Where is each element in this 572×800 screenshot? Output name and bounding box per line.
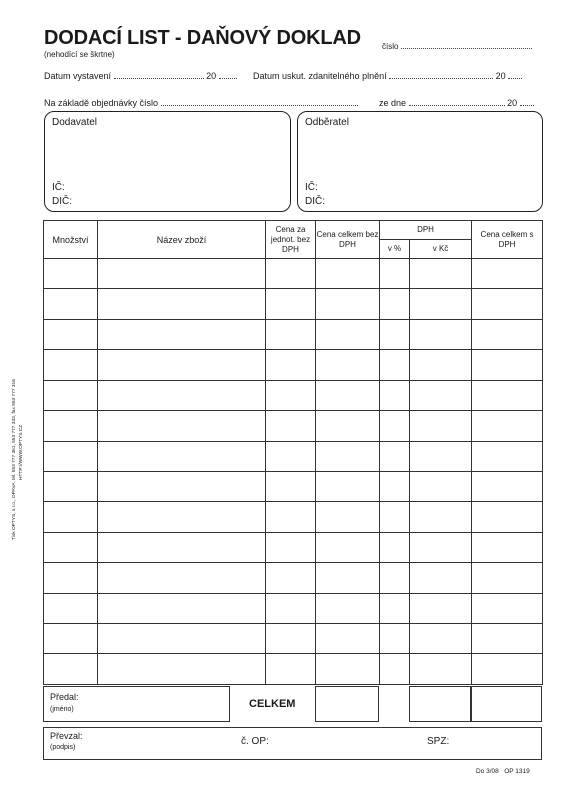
table-cell[interactable] — [316, 471, 380, 501]
table-row — [44, 319, 543, 349]
col-header-mnozstvi: Množství — [44, 221, 98, 259]
table-cell[interactable] — [266, 624, 316, 654]
table-row — [44, 624, 543, 654]
dotted-line — [114, 69, 204, 79]
table-cell[interactable] — [316, 624, 380, 654]
table-cell[interactable] — [316, 654, 380, 685]
table-cell[interactable] — [472, 259, 543, 289]
table-row — [44, 532, 543, 562]
table-cell[interactable] — [410, 654, 472, 685]
table-cell[interactable] — [266, 380, 316, 410]
table-cell[interactable] — [98, 289, 266, 319]
celkem-bez-dph-total[interactable] — [315, 686, 379, 722]
table-row — [44, 502, 543, 532]
table-cell[interactable] — [98, 441, 266, 471]
table-cell[interactable] — [472, 563, 543, 593]
table-cell[interactable] — [316, 380, 380, 410]
table-cell[interactable] — [472, 593, 543, 623]
table-row — [44, 411, 543, 441]
table-cell[interactable] — [472, 289, 543, 319]
spz-label: SPZ: — [427, 736, 450, 747]
printer-imprint — [11, 379, 25, 540]
table-cell[interactable] — [380, 319, 410, 349]
objednavka-label: Na základě objednávky číslo — [44, 98, 159, 108]
table-cell[interactable] — [44, 380, 98, 410]
col-header-nazev: Název zboží — [98, 221, 266, 259]
table-cell[interactable] — [472, 532, 543, 562]
table-cell[interactable] — [410, 411, 472, 441]
printer-imprint-line1: Tisk OPTYS, s.r.o., OPAVA, tel. 553 777 361, 553 777 333, fax 553 777 316 — [12, 379, 17, 540]
table-cell[interactable] — [472, 654, 543, 685]
table-row — [44, 441, 543, 471]
table-cell[interactable] — [472, 350, 543, 380]
table-cell[interactable] — [44, 471, 98, 501]
table-cell[interactable] — [380, 259, 410, 289]
table-cell[interactable] — [472, 411, 543, 441]
table-cell[interactable] — [472, 471, 543, 501]
col-header-dph-pct: v % — [380, 240, 410, 259]
dotted-line — [219, 69, 237, 79]
datum-uskut-field[interactable] — [253, 69, 522, 81]
odberatel-box[interactable] — [297, 111, 543, 212]
table-row — [44, 289, 543, 319]
odberatel-label: Odběratel — [305, 117, 349, 128]
table-row — [44, 471, 543, 501]
cislo-dotted-line — [401, 39, 532, 49]
table-cell[interactable] — [98, 411, 266, 441]
table-cell[interactable] — [380, 593, 410, 623]
table-cell[interactable] — [44, 532, 98, 562]
table-cell[interactable] — [472, 441, 543, 471]
table-cell[interactable] — [472, 502, 543, 532]
prevzal-sub-label: (podpis) — [50, 744, 76, 751]
table-cell[interactable] — [316, 532, 380, 562]
table-cell[interactable] — [380, 471, 410, 501]
datum-uskut-label: Datum uskut. zdanitelného plnění — [253, 71, 387, 81]
table-cell[interactable] — [316, 350, 380, 380]
datum-vystaveni-field[interactable] — [44, 69, 237, 81]
table-row — [44, 563, 543, 593]
table-cell[interactable] — [266, 502, 316, 532]
table-cell[interactable] — [410, 563, 472, 593]
table-cell[interactable] — [410, 502, 472, 532]
dotted-line — [520, 96, 534, 106]
table-row — [44, 654, 543, 685]
dodavatel-ic-label: IČ: — [52, 182, 65, 193]
table-cell[interactable] — [266, 289, 316, 319]
form-code-label: Do 3/08 — [476, 768, 499, 775]
cislo-field[interactable] — [382, 39, 532, 51]
table-cell[interactable] — [266, 441, 316, 471]
table-cell[interactable] — [44, 411, 98, 441]
ze-dne-label: ze dne — [379, 98, 407, 108]
table-cell[interactable] — [98, 259, 266, 289]
celkem-dph-total[interactable] — [409, 686, 471, 722]
table-cell[interactable] — [98, 380, 266, 410]
table-cell[interactable] — [380, 380, 410, 410]
table-cell[interactable] — [410, 289, 472, 319]
table-cell[interactable] — [98, 532, 266, 562]
table-cell[interactable] — [316, 411, 380, 441]
dotted-line — [409, 96, 505, 106]
document-title: DODACÍ LIST - DAŇOVÝ DOKLAD — [44, 27, 361, 49]
op-code-label: OP 1319 — [504, 768, 530, 775]
table-cell[interactable] — [98, 502, 266, 532]
table-cell[interactable] — [410, 593, 472, 623]
predal-box[interactable] — [43, 686, 230, 722]
year-prefix: 20 — [206, 71, 217, 81]
dodavatel-label: Dodavatel — [52, 117, 98, 128]
table-cell[interactable] — [380, 654, 410, 685]
table-cell[interactable] — [266, 654, 316, 685]
table-cell[interactable] — [316, 563, 380, 593]
predal-label: Předal: — [50, 692, 79, 702]
form-code — [476, 768, 530, 775]
table-cell[interactable] — [266, 350, 316, 380]
table-cell[interactable] — [44, 502, 98, 532]
dotted-line — [389, 69, 493, 79]
table-cell[interactable] — [44, 319, 98, 349]
table-cell[interactable] — [266, 319, 316, 349]
table-cell[interactable] — [98, 654, 266, 685]
table-cell[interactable] — [266, 532, 316, 562]
table-cell[interactable] — [44, 624, 98, 654]
table-cell[interactable] — [98, 593, 266, 623]
table-cell[interactable] — [316, 289, 380, 319]
subtitle-note: (nehodící se škrtne) — [44, 50, 115, 59]
table-cell[interactable] — [410, 624, 472, 654]
col-header-dph-kc: v Kč — [410, 240, 472, 259]
year-prefix: 20 — [495, 71, 506, 81]
printer-imprint-line2: HTTP://WWW.OPTYS.CZ — [19, 424, 24, 480]
table-cell[interactable] — [44, 563, 98, 593]
table-cell[interactable] — [472, 319, 543, 349]
table-cell[interactable] — [44, 350, 98, 380]
table-cell[interactable] — [380, 411, 410, 441]
table-cell[interactable] — [380, 502, 410, 532]
table-row — [44, 593, 543, 623]
table-row — [44, 380, 543, 410]
table-cell[interactable] — [472, 380, 543, 410]
table-cell[interactable] — [44, 654, 98, 685]
datum-vystaveni-label: Datum vystavení — [44, 71, 112, 81]
table-cell[interactable] — [410, 471, 472, 501]
table-cell[interactable] — [266, 259, 316, 289]
table-cell[interactable] — [316, 502, 380, 532]
table-row — [44, 259, 543, 289]
dodavatel-box[interactable] — [44, 111, 291, 212]
table-cell[interactable] — [410, 350, 472, 380]
table-cell[interactable] — [44, 289, 98, 319]
dodavatel-dic-label: DIČ: — [52, 196, 72, 207]
col-header-dph: DPH — [380, 221, 472, 240]
table-cell[interactable] — [380, 563, 410, 593]
table-cell[interactable] — [410, 441, 472, 471]
col-header-cena-celkem: Cena celkem bez DPH — [316, 221, 380, 259]
table-cell[interactable] — [266, 471, 316, 501]
col-header-cena-sdph: Cena celkem s DPH — [472, 221, 543, 259]
table-cell[interactable] — [316, 593, 380, 623]
dotted-line — [508, 69, 522, 79]
table-cell[interactable] — [410, 259, 472, 289]
table-cell[interactable] — [98, 624, 266, 654]
table-row — [44, 350, 543, 380]
table-cell[interactable] — [44, 593, 98, 623]
table-cell[interactable] — [380, 532, 410, 562]
ze-dne-field[interactable] — [379, 96, 534, 108]
table-cell[interactable] — [380, 289, 410, 319]
table-cell[interactable] — [380, 441, 410, 471]
dotted-line — [161, 96, 358, 106]
table-cell[interactable] — [316, 441, 380, 471]
odberatel-ic-label: IČ: — [305, 182, 318, 193]
table-cell[interactable] — [380, 624, 410, 654]
table-cell[interactable] — [266, 593, 316, 623]
table-cell[interactable] — [316, 259, 380, 289]
table-cell[interactable] — [98, 350, 266, 380]
col-header-cena-jedn: Cena za jednot. bez DPH — [266, 221, 316, 259]
table-cell[interactable] — [44, 259, 98, 289]
table-cell[interactable] — [266, 563, 316, 593]
items-table — [43, 220, 543, 685]
table-cell[interactable] — [266, 411, 316, 441]
table-cell[interactable] — [410, 380, 472, 410]
cop-label: č. OP: — [241, 736, 269, 747]
table-cell[interactable] — [410, 319, 472, 349]
year-prefix: 20 — [507, 98, 518, 108]
cislo-label: číslo — [382, 42, 399, 51]
table-cell[interactable] — [410, 532, 472, 562]
celkem-s-dph-total[interactable] — [471, 686, 542, 722]
table-cell[interactable] — [380, 350, 410, 380]
table-cell[interactable] — [98, 471, 266, 501]
table-cell[interactable] — [98, 563, 266, 593]
table-cell[interactable] — [316, 319, 380, 349]
odberatel-dic-label: DIČ: — [305, 196, 325, 207]
prevzal-label: Převzal: — [50, 731, 83, 741]
table-cell[interactable] — [44, 441, 98, 471]
objednavka-field[interactable] — [44, 96, 358, 108]
prevzal-box[interactable] — [43, 727, 542, 760]
celkem-label: CELKEM — [249, 698, 296, 710]
table-cell[interactable] — [472, 624, 543, 654]
predal-sub-label: (jméno) — [50, 706, 74, 713]
table-cell[interactable] — [98, 319, 266, 349]
